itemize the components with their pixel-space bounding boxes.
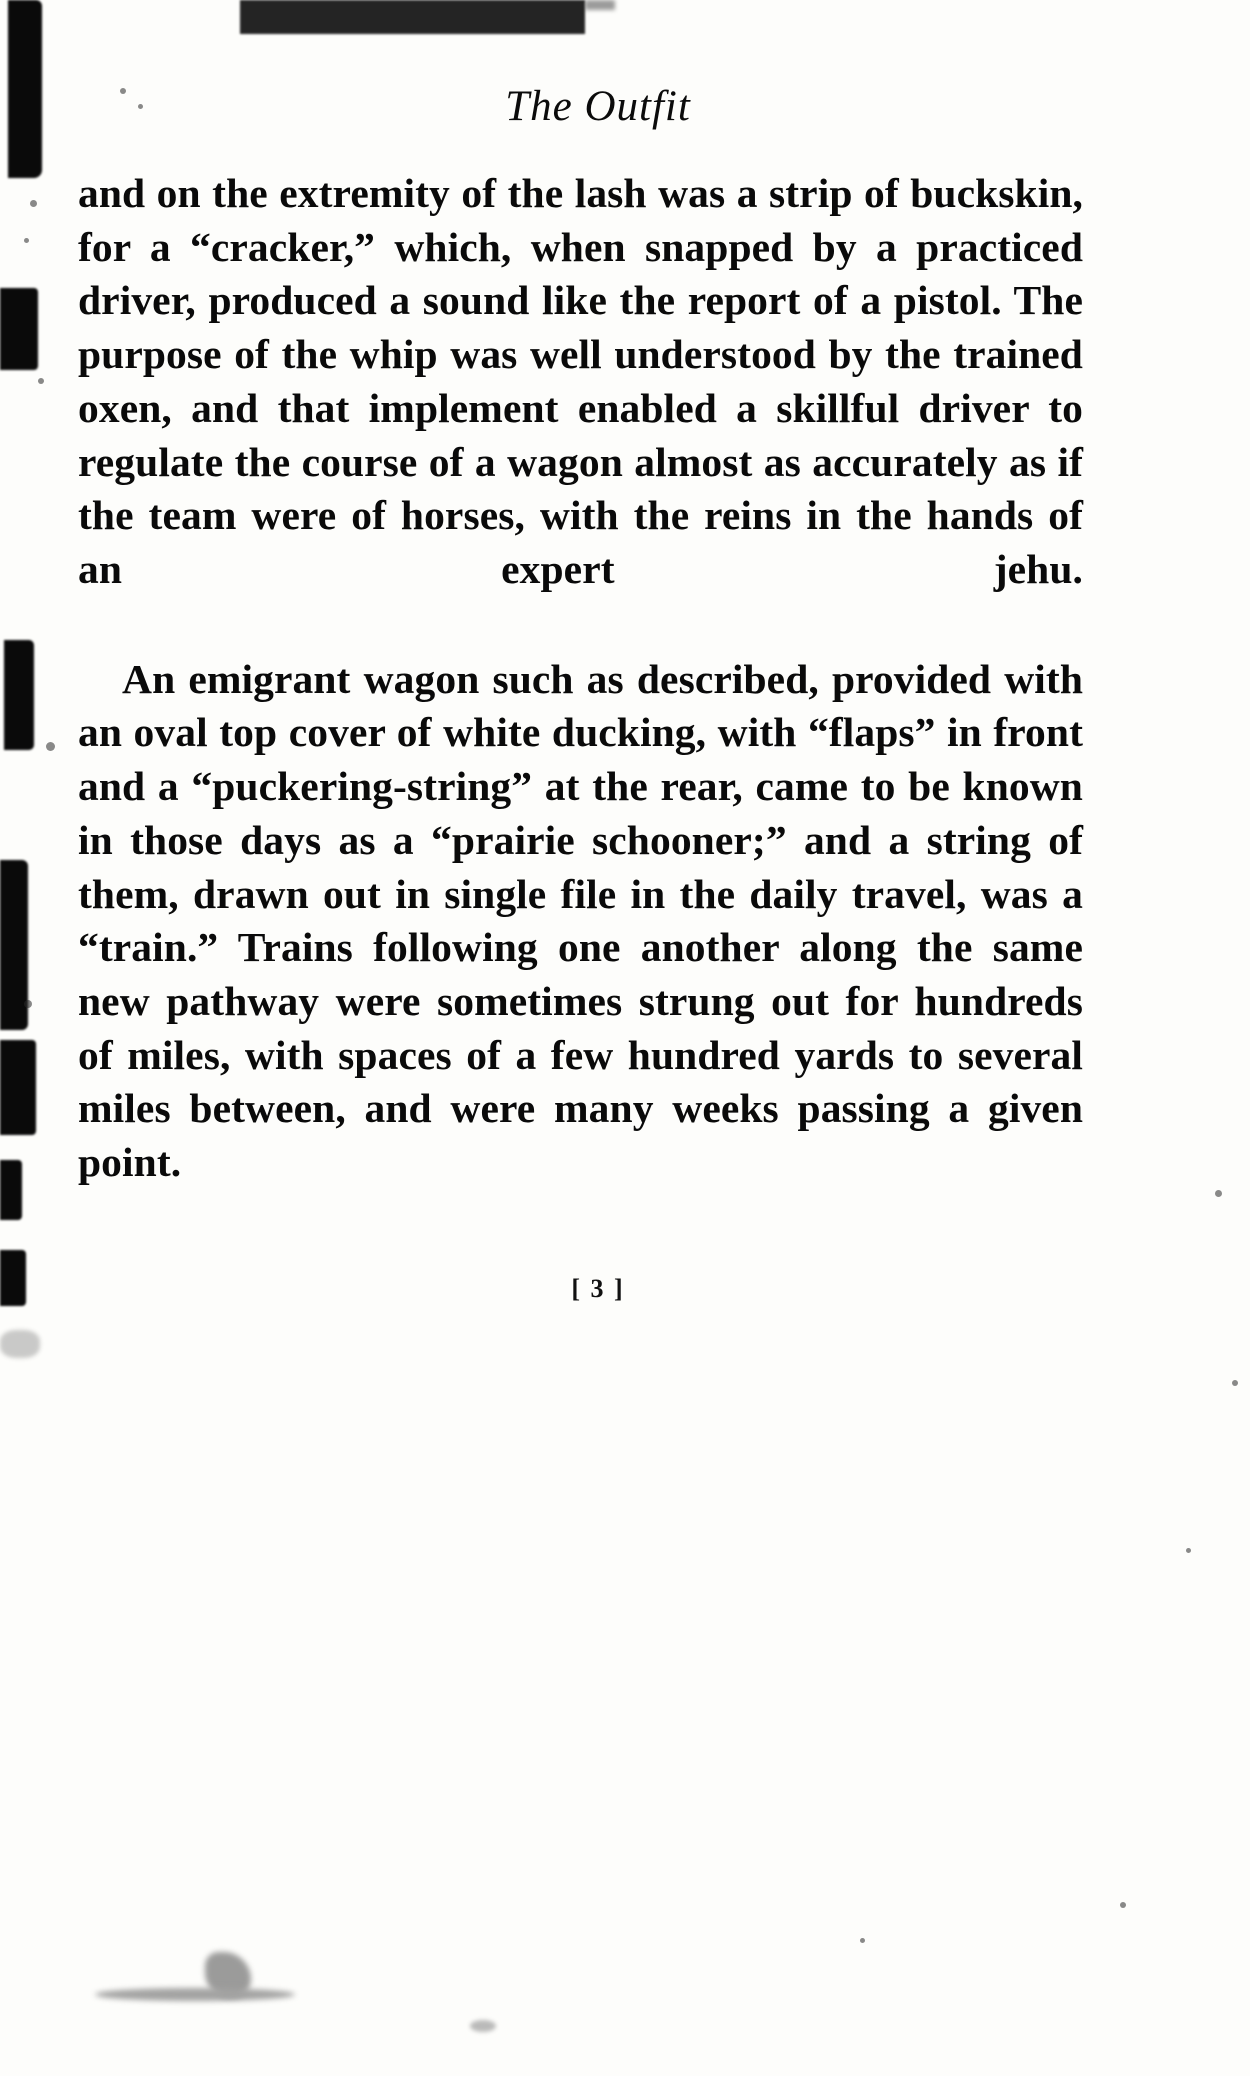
- page-number: [ 3 ]: [571, 1273, 625, 1303]
- scan-speck: [1186, 1548, 1191, 1553]
- scan-gutter-blotch: [0, 1160, 22, 1220]
- scan-speck: [1232, 1380, 1238, 1386]
- scan-gutter-smudge: [0, 1330, 40, 1358]
- scan-gutter-blotch: [0, 1040, 36, 1135]
- scan-gutter-blotch: [4, 640, 34, 750]
- scan-speck: [24, 1000, 32, 1008]
- body-text-column: [78, 167, 1083, 1244]
- scan-speck: [1120, 1902, 1126, 1908]
- paragraph: and on the extremity of the lash was a strip of buckskin, for a “cracker,” which, when snapped by a practiced driver, produced a sound like the report of a pistol. The purpose of the whip was well understood by the trained oxen, and that implement enabled a skillful driver to regulate the course of a wagon almost as accurately as if the team were of horses, with the reins in the hands of an expert jehu.: [78, 170, 1083, 593]
- scan-gutter-blotch: [0, 288, 38, 370]
- scan-speck: [1215, 1190, 1222, 1197]
- running-head: The Outfit: [505, 83, 691, 130]
- scan-gutter-blotch: [8, 0, 42, 178]
- page-content: [78, 0, 1118, 1304]
- scan-speck: [860, 1938, 865, 1943]
- scan-speck: [46, 742, 55, 751]
- scan-speck: [38, 378, 44, 384]
- scan-speck: [30, 200, 37, 207]
- scan-bottom-smudge: [95, 1952, 325, 2008]
- scan-gutter-blotch: [0, 1250, 26, 1306]
- scan-bottom-speck: [470, 2020, 496, 2032]
- scan-speck: [24, 238, 29, 243]
- paragraph: An emigrant wagon such as described, provided with an oval top cover of white ducking, with “flaps” in front and a “puckering-string” at the rear, came to be known in those days as a “prairie schooner;” and a string of them, drawn out in single file in the daily travel, was a “train.” Trains following one another along the same new pathway were sometimes strung out for hundreds of miles, with spaces of a few hundred yards to several miles between, and were many weeks passing a given point.: [78, 655, 1083, 1186]
